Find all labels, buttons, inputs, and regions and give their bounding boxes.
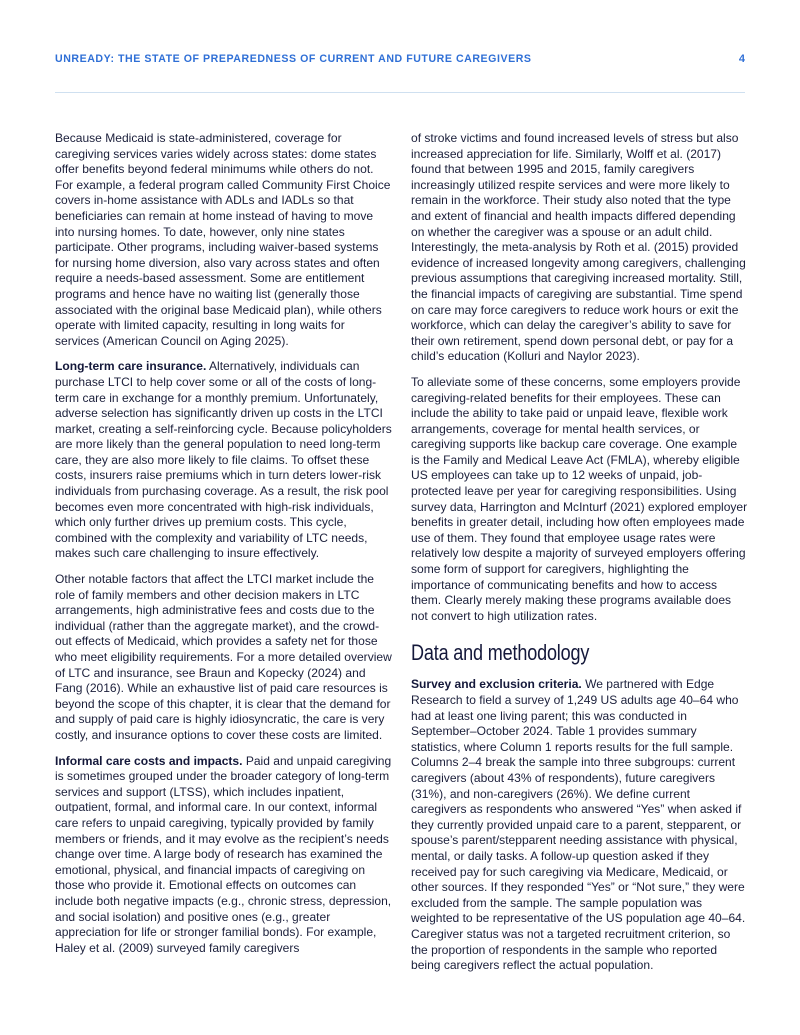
left-column — [55, 131, 392, 966]
section-heading-data-methodology: Data and methodology — [411, 640, 590, 666]
run-in-heading-ltci: Long-term care insurance. — [55, 359, 207, 374]
right-column — [411, 131, 748, 984]
paragraph-ltci-body: Alternatively, individuals can purchase LTCI to help cover some or all of the costs of long-term care in exchange for a monthly premium. Unfortunately, adverse selection has significantly driven up costs in the LTCI market, creating a self-reinforcing cycle. Because policyholders are more likely than the general population to need long-term care, they are also more likely to file claims. To offset these costs, insurers raise premiums which in turn deters lower-risk individuals from purchasing coverage. As a result, the risk pool becomes even more concentrated with high-risk individuals, which only further drives up premium costs. This cycle, combined with the complexity and variability of LTC needs, makes such care challenging to insure effectively. — [55, 359, 392, 561]
paragraph-informal-care-body: Paid and unpaid caregiving is sometimes grouped under the broader category of long-term services and support (LTSS), which includes inpatient, outpatient, formal, and informal care. In our context, informal care refers to unpaid caregiving, typically provided by family members or friends, and it may evolve as the recipient’s needs change over time. A large body of research has examined the emotional, physical, and financial impacts of caregiving on those who provide it. Emotional effects on outcomes can include both negative impacts (e.g., chronic stress, depression, and social isolation) and positive ones (e.g., greater appreciation for life or stronger familial bonds). For example, Haley et al. (2009) surveyed family caregivers — [55, 753, 392, 955]
run-in-heading-survey: Survey and exclusion criteria. — [411, 677, 582, 692]
paragraph-survey-criteria — [411, 677, 748, 973]
paragraph-stroke-victims: of stroke victims and found increased levels of stress but also increased appreciation for life. Similarly, Wolff et al. (2017) found that between 1995 and 2015, family caregivers increasingly utilized respite services and were more likely to remain in the workforce. Their study also noted that the type and extent of financial and health impacts differed depending on whether the caregiver was a spouse or an adult child. Interestingly, the meta-analysis by Roth et al. (2015) provided evidence of increased longevity among caregivers, challenging previous assumptions that caregiving increased mortality. Still, the financial impacts of caregiving are substantial. Time spend on care may force caregivers to reduce work hours or exit the workforce, which can delay the caregiver’s ability to save for their own retirement, spend down personal debt, or pay for a child’s education (Kolluri and Naylor 2023). — [411, 131, 746, 364]
running-header-title: UNREADY: THE STATE OF PREPAREDNESS OF CURRENT AND FUTURE CAREGIVERS — [55, 53, 532, 65]
paragraph-informal-care — [55, 754, 392, 957]
paragraph-employer-benefits: To alleviate some of these concerns, some employers provide caregiving-related benefits for their employees. These can include the ability to take paid or unpaid leave, flexible work arrangements, coverage for mental health services, or caregiving supports like backup care coverage. One example is the Family and Medical Leave Act (FMLA), whereby eligible US employees can take up to 12 weeks of unpaid, job-protected leave per year for caregiving responsibilities. Using survey data, Harrington and McInturf (2021) explored employer benefits in greater detail, including how often employees made use of them. They found that employee usage rates were relatively low despite a majority of surveyed employers offering some form of support for caregivers, highlighting the importance of communicating benefits and how to access them. Clearly merely making these programs available does not convert to high utilization rates. — [411, 374, 748, 623]
running-header — [55, 53, 745, 69]
paragraph-ltci — [55, 359, 392, 562]
paragraph-medicaid-coverage: Because Medicaid is state-administered, coverage for caregiving services varies widely across states: dome states offer benefits beyond federal minimums while others do not. For example, a federal program called Community First Choice covers in-home assistance with ADLs and IADLs so that beneficiaries can remain at home instead of having to move into nursing homes. To date, however, only nine states participate. Other programs, including waiver-based systems for nursing home diversion, also vary across states and often require a needs-based assessment. Some are entitlement programs and hence have no waiting list (generally those associated with the original base Medicaid plan), while others operate with limited capacity, resulting in long waits for services (American Council on Aging 2025). — [55, 131, 391, 348]
header-divider — [55, 92, 745, 93]
page-number: 4 — [738, 53, 745, 65]
paragraph-survey-body: We partnered with Edge Research to field a survey of 1,249 US adults age 40–64 who had at least one living parent; this was conducted in September–October 2024. Table 1 provides summary statistics, where Column 1 reports results for the full sample. Columns 2–4 break the sample into three subgroups: current caregivers (about 43% of respondents), future caregivers (31%), and non-caregivers (26%). We define current caregivers as respondents who answered “Yes” when asked if they currently provided unpaid care to a parent, stepparent, or spouse’s parent/stepparent needing assistance with physical, mental, or daily tasks. A follow-up question asked if they received pay for such caregiving via Medicare, Medicaid, or other sources. If they responded “Yes” or “Not sure,” they were excluded from the sample. The sample population was weighted to be representative of the US population age 40–64. Caregiver status was not a targeted recruitment criterion, so the proportion of respondents in the sample who reported being caregivers reflect the actual population. — [411, 677, 746, 973]
paragraph-ltci-factors: Other notable factors that affect the LTCI market include the role of family members and other decision makers in LTC arrangements, high administrative fees and costs due to the individual (rather than the aggregate market), and the crowd-out effects of Medicaid, which provides a safety net for those who meet eligibility requirements. For a more detailed overview of LTC and insurance, see Braun and Kopecky (2024) and Fang (2016). While an exhaustive list of paid care resources is beyond the scope of this chapter, it is clear that the demand for and supply of paid care is highly idiosyncratic, the care is very costly, and insurance options to cover these costs are limited. — [55, 572, 392, 742]
run-in-heading-informal-care: Informal care costs and impacts. — [55, 753, 243, 768]
